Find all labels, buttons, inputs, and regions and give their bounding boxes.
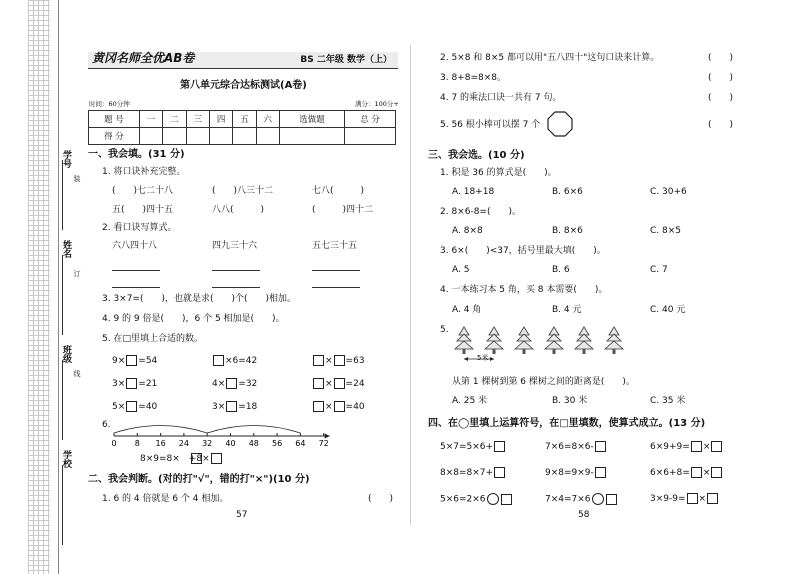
score-blank[interactable] (256, 128, 279, 145)
fill-box[interactable] (707, 493, 718, 504)
score-blank[interactable] (209, 128, 232, 145)
full-score-label: 满分：100分+ (355, 100, 399, 108)
option-a[interactable]: A. 8×8 (452, 226, 483, 236)
q1-5-row: 3× =21 (112, 379, 158, 389)
q1-5-row: ×6=42 (212, 355, 257, 367)
fill-box[interactable] (126, 401, 137, 412)
option-a[interactable]: A. 25 米 (452, 396, 488, 406)
number-line-label: 64 (295, 439, 306, 448)
student-id-label: 学号 (61, 150, 71, 168)
operator-circle[interactable] (487, 493, 499, 505)
fill-box[interactable] (126, 355, 137, 366)
cut-mark-2: 订 (73, 270, 81, 277)
fill-box[interactable] (687, 493, 698, 504)
q1-1-item[interactable]: 八八( ) (212, 205, 265, 215)
q1-5-row: 3× =18 (212, 402, 258, 412)
number-line-label: 8 (134, 439, 140, 448)
fill-box[interactable] (711, 441, 722, 452)
name-label: 姓名 (61, 240, 71, 258)
option-c[interactable]: C. 8×5 (650, 226, 681, 236)
q1-2-item: 五七三十五 (312, 241, 358, 251)
fill-box[interactable] (595, 441, 606, 452)
answer-line[interactable] (112, 287, 160, 288)
answer-line[interactable] (212, 287, 260, 288)
q2-4: 4. 7 的乘法口诀一共有 7 句。 (440, 93, 562, 103)
section-3-heading: 三、我会选。(10 分) (428, 150, 525, 161)
judge-paren[interactable]: ( ) (708, 73, 734, 83)
operator-circle[interactable] (592, 493, 604, 505)
answer-line[interactable] (112, 270, 160, 271)
answer-line[interactable] (312, 270, 360, 271)
time-label: 时间：60分钟 (89, 100, 130, 108)
test-title: 第八单元综合达标测试(A卷) (180, 80, 307, 91)
number-line-label: 24 (178, 439, 189, 448)
tree-icon (455, 327, 473, 354)
fill-box[interactable] (494, 467, 505, 478)
octagon-icon (547, 111, 573, 137)
q1-5-row: 4× =32 (212, 379, 258, 389)
s4-item: 9×8=9×9- (545, 467, 607, 479)
q1-1: 1. 将口诀补充完整。 (102, 167, 186, 177)
number-line (108, 418, 333, 456)
s4-item: 8×8=8×7+ (440, 467, 506, 479)
score-blank[interactable] (163, 128, 186, 145)
option-a[interactable]: A. 4 角 (452, 305, 482, 315)
q1-2: 2. 看口诀写算式。 (102, 223, 177, 233)
s4-item: 6×6+8= × (650, 467, 723, 479)
score-cell: 四 (209, 111, 232, 128)
number-line-arc (114, 426, 207, 434)
option-c[interactable]: C. 30+6 (650, 187, 687, 197)
judge-paren[interactable]: ( ) (708, 53, 734, 63)
fill-box[interactable] (213, 355, 224, 366)
s4-item: 7×6=8×6- (545, 441, 607, 453)
q3-5-label: 5. (440, 325, 449, 335)
score-cell: 一 (139, 111, 162, 128)
q1-1-item[interactable]: ( )八三十二 (212, 186, 274, 196)
option-b[interactable]: B. 30 米 (552, 396, 588, 406)
q3-3: 3. 6×( )<37，括号里最大填( )。 (440, 246, 606, 256)
s4-item: 6×9+9= × (650, 441, 723, 453)
fill-box[interactable] (494, 441, 505, 452)
q2-2: 2. 5×8 和 8×5 都可以用"五八四十"这句口诀来计算。 (440, 53, 660, 63)
brand-title: 黄冈名师全优AB卷 (92, 51, 195, 65)
q3-4: 4. 一本练习本 5 角，买 8 本需要( )。 (440, 285, 608, 295)
q3-5: 从第 1 棵树到第 6 棵树之间的距离是( )。 (452, 377, 635, 387)
score-header-row (89, 111, 396, 128)
option-a[interactable]: A. 5 (452, 265, 470, 275)
fill-box[interactable] (313, 355, 324, 366)
tree-icon (575, 327, 593, 354)
fill-box[interactable] (606, 494, 617, 505)
q1-5-row: 9× =54 (112, 356, 158, 366)
q2-5: 5. 56 根小棒可以摆 7 个 (440, 120, 541, 130)
q1-5-row: × =40 (312, 401, 365, 413)
score-cell: 二 (163, 111, 186, 128)
number-line-label: 48 (248, 439, 259, 448)
option-a[interactable]: A. 18+18 (452, 187, 495, 197)
fill-box[interactable] (226, 378, 237, 389)
fill-box[interactable] (691, 441, 702, 452)
score-cell: 五 (233, 111, 256, 128)
class-label: 班级 (61, 345, 71, 363)
score-cell: 六 (256, 111, 279, 128)
cut-mark-1: 装 (73, 175, 81, 182)
q1-1-item[interactable]: 五( )四十五 (112, 205, 174, 215)
score-blank[interactable] (345, 128, 396, 145)
judge-paren[interactable]: ( ) (708, 120, 734, 130)
fill-box[interactable] (191, 453, 202, 464)
option-c[interactable]: C. 35 米 (650, 396, 686, 406)
score-blank[interactable] (186, 128, 209, 145)
number-line-label: 32 (202, 439, 213, 448)
fill-box[interactable] (313, 401, 324, 412)
q1-5-row: × =63 (312, 355, 365, 367)
score-blank[interactable] (279, 128, 344, 145)
s4-item: 5×6=2×6 (440, 493, 513, 506)
option-b[interactable]: B. 6×6 (552, 187, 583, 197)
option-b[interactable]: B. 6 (552, 265, 570, 275)
answer-line[interactable] (312, 287, 360, 288)
q1-2-item: 四九三十六 (212, 241, 258, 251)
binding-margin (0, 0, 80, 574)
school-label: 学校 (61, 450, 71, 468)
section-4-heading: 四、在◯里填上运算符号，在□里填数，使算式成立。(13 分) (428, 418, 706, 429)
tree-icon (605, 327, 623, 354)
brand-bar (88, 52, 398, 69)
tree-icon (485, 327, 503, 354)
score-table (88, 110, 396, 145)
section-2-heading: 二、我会判断。(对的打"√"，错的打"×")(10 分) (88, 474, 310, 485)
fill-box[interactable] (211, 453, 222, 464)
option-b[interactable]: B. 8×6 (552, 226, 583, 236)
subject-label: BS 二年级 数学（上） (300, 55, 392, 65)
option-c[interactable]: C. 40 元 (650, 305, 686, 315)
score-cell: 选做题 (279, 111, 344, 128)
score-cell: 三 (186, 111, 209, 128)
number-line-arc (207, 426, 300, 434)
q1-1-item[interactable]: ( )七二十八 (112, 186, 174, 196)
score-blank[interactable] (233, 128, 256, 145)
answer-line[interactable] (212, 270, 260, 271)
q1-5-row: 5× =40 (112, 402, 158, 412)
q1-6-label: 6. (102, 420, 111, 430)
fill-box[interactable] (711, 467, 722, 478)
fill-box[interactable] (501, 494, 512, 505)
page-number-left: 57 (236, 510, 248, 520)
s4-item: 5×7=5×6+ (440, 441, 506, 453)
fill-box[interactable] (334, 401, 345, 412)
q1-5: 5. 在□里填上合适的数。 (102, 334, 203, 344)
tree-icon (545, 327, 563, 354)
fill-box[interactable] (226, 401, 237, 412)
number-line-label: 72 (318, 439, 329, 448)
judge-paren[interactable]: ( ) (708, 93, 734, 103)
q1-5-row: × =24 (312, 378, 365, 390)
fill-box[interactable] (595, 467, 606, 478)
number-line-label: 40 (225, 439, 236, 448)
grid-strip (28, 0, 50, 574)
number-line-arrow (325, 434, 330, 439)
score-cell: 总 分 (345, 111, 396, 128)
fill-box[interactable] (334, 378, 345, 389)
number-line-label: 0 (111, 439, 117, 448)
score-cell: 题 号 (89, 111, 140, 128)
tree-distance-label: 5米 (477, 354, 489, 362)
q2-1: 1. 6 的 4 倍就是 6 个 4 相加。 (102, 494, 229, 504)
fill-box[interactable] (126, 378, 137, 389)
judge-paren[interactable]: ( ) (368, 494, 394, 504)
page-number-right: 58 (578, 510, 590, 520)
q1-1-item[interactable]: 七八( ) (312, 186, 365, 196)
score-value-row (89, 128, 396, 145)
q1-1-item[interactable]: ( )四十二 (312, 205, 374, 215)
s4-item: 7×4=7×6 (545, 493, 618, 506)
q1-3: 3. 3×7=( )，也就是求( )个( )相加。 (102, 294, 297, 304)
score-blank[interactable] (139, 128, 162, 145)
fill-box[interactable] (313, 378, 324, 389)
option-c[interactable]: C. 7 (650, 265, 668, 275)
section-1-heading: 一、我会填。(31 分) (88, 149, 185, 160)
option-b[interactable]: B. 4 元 (552, 305, 582, 315)
score-cell: 得 分 (89, 128, 140, 145)
number-line-label: 56 (272, 439, 283, 448)
q2-3: 3. 8+8=8×8。 (440, 73, 506, 83)
q1-2-item: 六八四十八 (112, 241, 158, 251)
cut-mark-3: 线 (73, 370, 81, 377)
s4-item: 3×9-9= × (650, 493, 719, 505)
q3-1: 1. 积是 36 的算式是( )。 (440, 168, 557, 178)
tree-icon (515, 327, 533, 354)
fill-box[interactable] (691, 467, 702, 478)
q1-6-eq: 8×9=8× +8× (140, 453, 223, 465)
fill-box[interactable] (334, 355, 345, 366)
q1-4: 4. 9 的 9 倍是( )，6 个 5 相加是( )。 (102, 314, 285, 324)
number-line-label: 16 (155, 439, 166, 448)
q3-2: 2. 8×6-8=( )。 (440, 207, 521, 217)
